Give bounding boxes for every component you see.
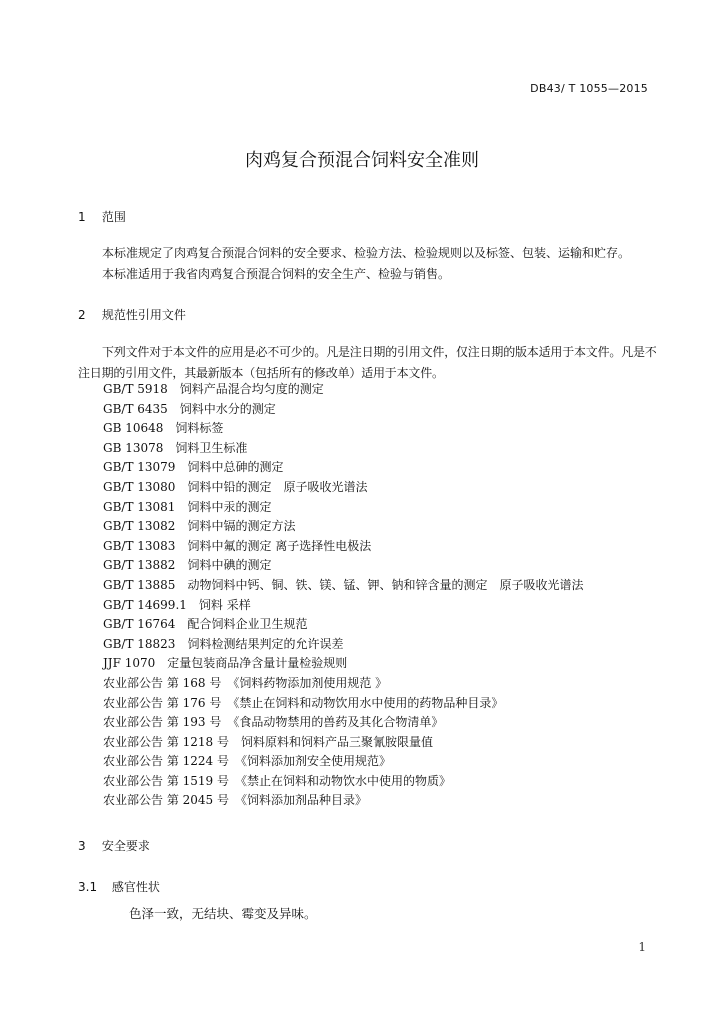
reference-item: GB 13078 饲料卫生标准 [103, 440, 248, 455]
section-title: 范围 [101, 210, 126, 224]
subsection-number: 3.1 [78, 880, 98, 894]
section-number: 2 [78, 308, 86, 322]
reference-item: 农业部公告 第 2045 号 《饲料添加剂品种目录》 [103, 793, 367, 808]
section-1-heading [78, 208, 126, 225]
reference-item: GB/T 13079 饲料中总砷的测定 [103, 460, 284, 475]
references-intro: 下列文件对于本文件的应用是必不可少的。凡是注日期的引用文件，仅注日期的版本适用于本文件。凡是不注日期的引用文件，其最新版本（包括所有的修改单）适用于本文件。 [78, 345, 657, 380]
reference-item: GB/T 13080 饲料中铅的测定 原子吸收光谱法 [103, 479, 368, 494]
reference-item: GB/T 13082 饲料中镉的测定方法 [103, 519, 296, 534]
section-title: 规范性引用文件 [101, 308, 186, 322]
reference-item: GB/T 13885 动物饲料中钙、铜、铁、镁、锰、钾、钠和锌含量的测定 原子吸收光谱法 [103, 577, 584, 592]
scope-paragraph-2: 本标准适用于我省肉鸡复合预混合饲料的安全生产、检验与销售。 [102, 267, 451, 281]
reference-item: GB 10648 饲料标签 [103, 421, 224, 436]
reference-item: GB/T 13882 饲料中碘的测定 [103, 558, 272, 573]
section-3-heading [78, 837, 150, 854]
standard-code: DB43/ T 1055—2015 [530, 82, 648, 95]
reference-item: GB/T 13081 饲料中汞的测定 [103, 499, 272, 514]
reference-item: GB/T 6435 饲料中水分的测定 [103, 401, 276, 416]
reference-item: 农业部公告 第 168 号 《饲料药物添加剂使用规范 》 [103, 675, 388, 690]
section-number: 1 [78, 210, 86, 224]
subsection-3-1-heading [78, 878, 160, 895]
reference-item: 农业部公告 第 1218 号 饲料原料和饲料产品三聚氰胺限量值 [103, 734, 433, 749]
reference-item: GB/T 16764 配合饲料企业卫生规范 [103, 617, 308, 632]
section-number: 3 [78, 839, 86, 853]
section-title: 安全要求 [101, 839, 150, 853]
reference-item: 农业部公告 第 193 号 《食品动物禁用的兽药及其化合物清单》 [103, 715, 444, 730]
reference-item: 农业部公告 第 176 号 《禁止在饲料和动物饮用水中使用的药物品种目录》 [103, 695, 504, 710]
reference-item: 农业部公告 第 1519 号 《禁止在饲料和动物饮水中使用的物质》 [103, 773, 451, 788]
document-title: 肉鸡复合预混合饲料安全准则 [245, 150, 479, 171]
reference-item: GB/T 13083 饲料中氟的测定 离子选择性电极法 [103, 538, 372, 553]
section-2-heading [78, 306, 186, 323]
reference-item: 农业部公告 第 1224 号 《饲料添加剂安全使用规范》 [103, 754, 391, 769]
reference-item: GB/T 18823 饲料检测结果判定的允许误差 [103, 636, 344, 651]
scope-paragraph-1: 本标准规定了肉鸡复合预混合饲料的安全要求、检验方法、检验规则以及标签、包装、运输和贮存。 [102, 246, 631, 260]
reference-item: GB/T 5918 饲料产品混合均匀度的测定 [103, 382, 324, 396]
page-number: 1 [638, 940, 646, 954]
subsection-title: 感官性状 [111, 880, 160, 894]
sensory-requirement-text: 色泽一致，无结块、霉变及异味。 [129, 906, 317, 921]
reference-item: JJF 1070 定量包装商品净含量计量检验规则 [103, 656, 348, 671]
reference-item: GB/T 14699.1 饲料 采样 [103, 597, 251, 612]
reference-list [103, 380, 583, 811]
